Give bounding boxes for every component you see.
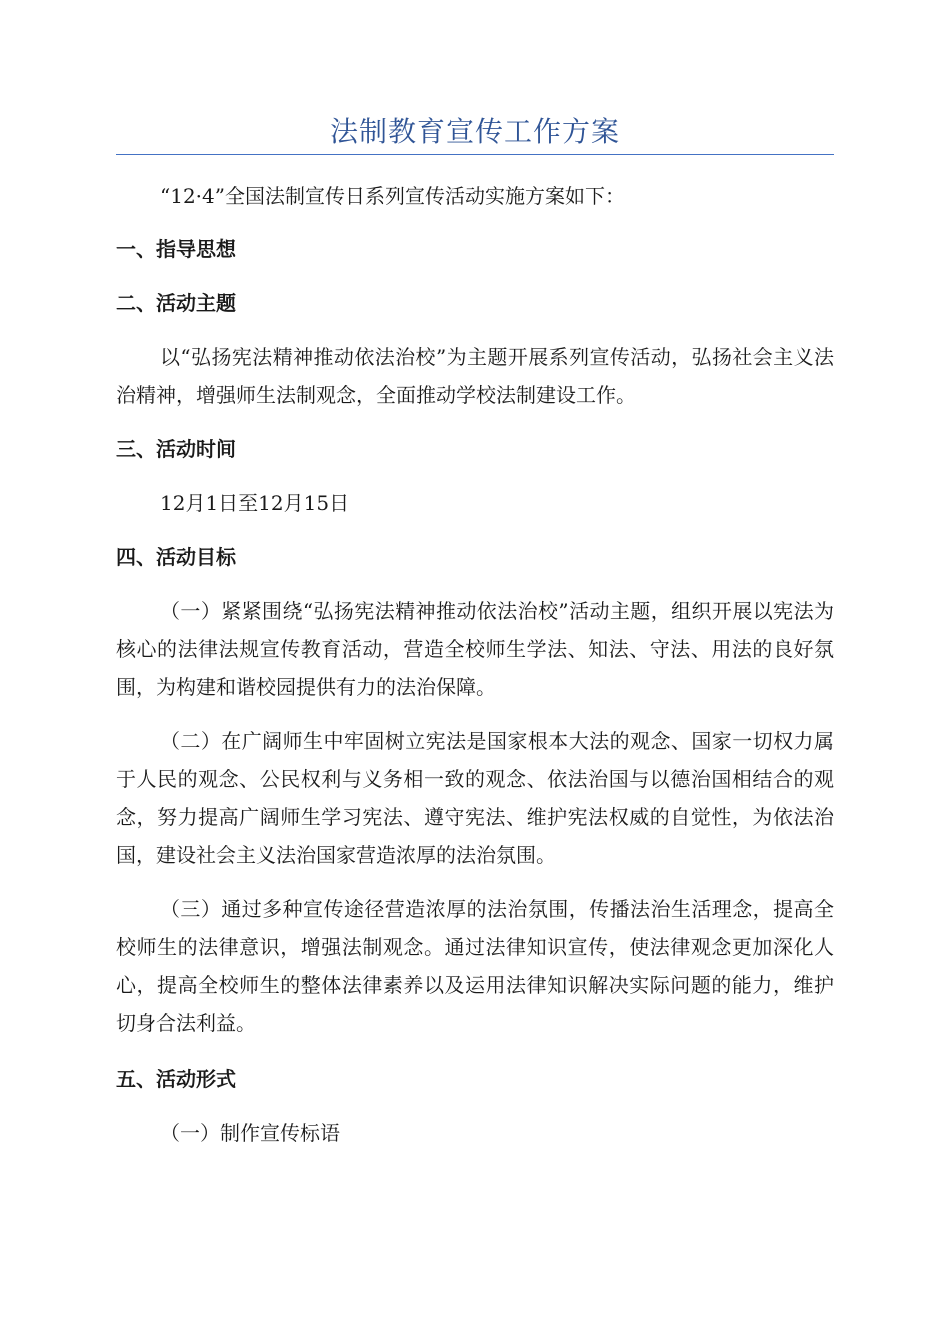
form-item-1: （一）制作宣传标语: [160, 1121, 340, 1145]
section-heading-theme: 二、活动主题: [116, 291, 236, 315]
section-heading-goals: 四、活动目标: [116, 545, 236, 569]
section-heading-time: 三、活动时间: [116, 437, 236, 461]
intro-paragraph: “12·4”全国法制宣传日系列宣传活动实施方案如下：: [160, 184, 625, 208]
time-paragraph: 12月1日至12月15日: [160, 491, 350, 515]
document-title: 法制教育宣传工作方案: [329, 115, 620, 148]
theme-paragraph: 以“弘扬宪法精神推动依法治校”为主题开展系列宣传活动，弘扬社会主义法治精神，增强师生法制观念，全面推动学校法制建设工作。: [116, 345, 834, 407]
section-heading-guiding-ideology: 一、指导思想: [116, 237, 236, 261]
goal-item-3: （三）通过多种宣传途径营造浓厚的法治氛围，传播法治生活理念，提高全校师生的法律意识，增强法制观念。通过法律知识宣传，使法律观念更加深化人心，提高全校师生的整体法律素养以及运用法律知识解决实际问题的能力，维护切身合法利益。: [116, 897, 834, 1035]
title-underline: [116, 154, 834, 155]
goal-item-2: （二）在广阔师生中牢固树立宪法是国家根本大法的观念、国家一切权力属于人民的观念、公民权利与义务相一致的观念、依法治国与以德治国相结合的观念，努力提高广阔师生学习宪法、遵守宪法、维护宪法权威的自觉性，为依法治国，建设社会主义法治国家营造浓厚的法治氛围。: [116, 729, 834, 867]
section-heading-forms: 五、活动形式: [116, 1067, 236, 1091]
goal-item-1: （一）紧紧围绕“弘扬宪法精神推动依法治校”活动主题，组织开展以宪法为核心的法律法规宣传教育活动，营造全校师生学法、知法、守法、用法的良好氛围，为构建和谐校园提供有力的法治保障。: [116, 599, 834, 699]
